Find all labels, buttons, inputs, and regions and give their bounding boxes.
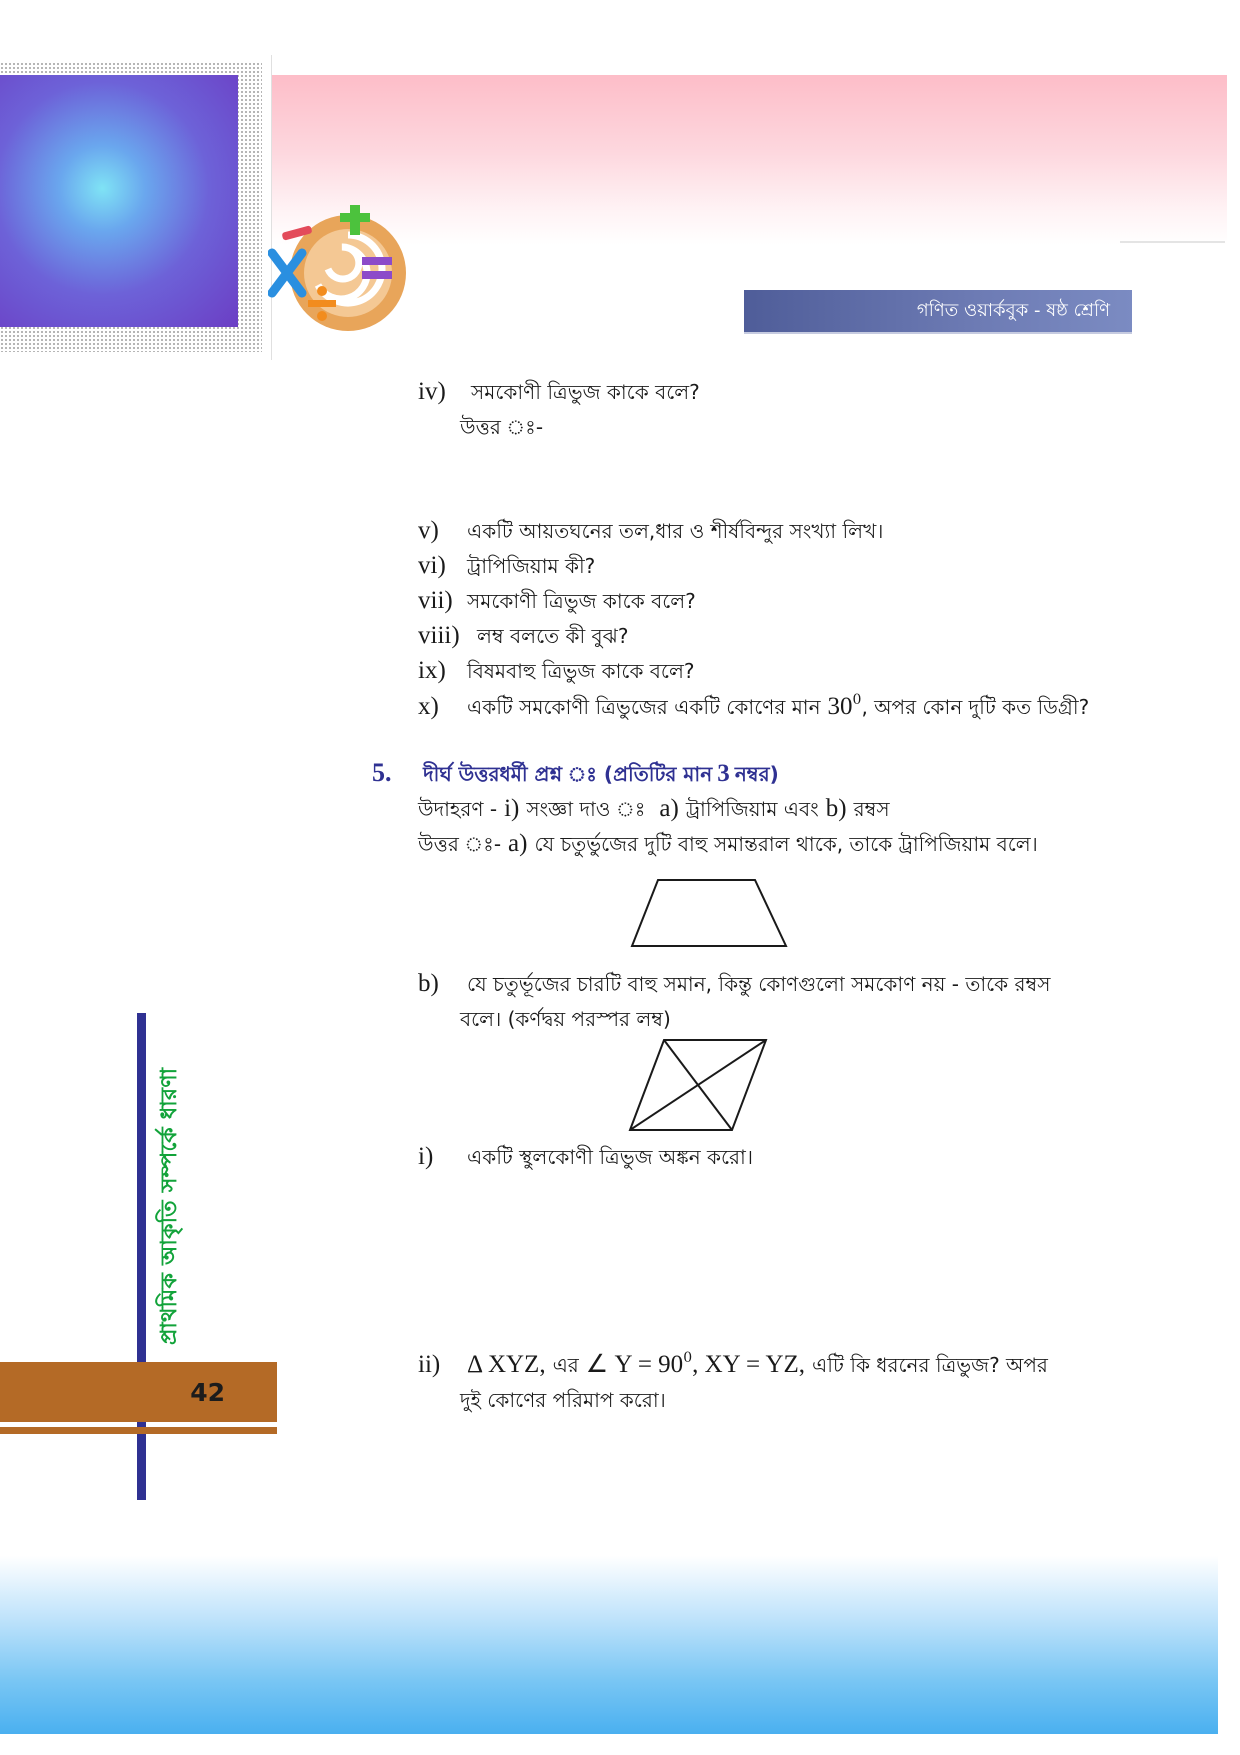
question-text: ট্রাপিজিয়াম কী? bbox=[467, 554, 596, 578]
question-text: একটি আয়তঘনের তল,ধার ও শীর্ষবিন্দুর সংখ্যা লিখ। bbox=[467, 519, 884, 543]
section-marks: 3 bbox=[717, 760, 730, 787]
question-number: iv) bbox=[418, 378, 446, 405]
example-a-text: ট্রাপিজিয়াম এবং bbox=[685, 797, 819, 821]
task-ii-line2 bbox=[460, 1385, 666, 1416]
question-text: বিষমবাহু ত্রিভুজ কাকে বলে? bbox=[467, 659, 695, 683]
b-text-line1: যে চতুর্ভূজের চারটি বাহু সমান, কিন্তু কোণগুলো সমকোণ নয় - তাকে রম্বস bbox=[467, 972, 1051, 996]
angle-value: 30 bbox=[827, 693, 853, 720]
purple-gradient-square bbox=[0, 75, 238, 327]
task-i-number: i) bbox=[418, 1143, 434, 1170]
answer-a-line bbox=[418, 829, 1038, 860]
question-x bbox=[418, 692, 1089, 723]
section-5-title bbox=[372, 758, 779, 793]
question-iv bbox=[418, 377, 700, 408]
question-text: লম্ব বলতে কী বুঝ? bbox=[477, 624, 629, 648]
question-number: vi) bbox=[418, 552, 446, 579]
degree-sup: 0 bbox=[683, 1350, 693, 1366]
answer-a: a) bbox=[508, 830, 528, 857]
question-number: viii) bbox=[418, 622, 460, 649]
question-text: একটি সমকোণী ত্রিভুজের একটি কোণের মান bbox=[467, 695, 821, 719]
question-number: ix) bbox=[418, 657, 446, 684]
chapter-title: প্রাথমিক আকৃতি সম্পর্কে ধারণা bbox=[157, 1067, 182, 1345]
side-equality: , XY = YZ, bbox=[692, 1351, 806, 1378]
question-text-end: , অপর কোন দুটি কত ডিগ্রী? bbox=[861, 695, 1090, 719]
section-number: 5. bbox=[372, 758, 392, 787]
trapezium-figure bbox=[628, 878, 790, 950]
page-number: 42 bbox=[190, 1377, 225, 1407]
example-i: i) bbox=[504, 795, 520, 822]
angle-expression: ∠ Y = 90 bbox=[585, 1351, 684, 1378]
question-vii bbox=[418, 586, 696, 617]
task-ii-line1 bbox=[418, 1350, 1048, 1381]
question-v bbox=[418, 516, 883, 547]
question-vi bbox=[418, 551, 595, 582]
task-ii-text-line2: দুই কোণের পরিমাপ করো। bbox=[460, 1388, 666, 1412]
page-number-band bbox=[0, 1362, 277, 1422]
triangle-name: Δ XYZ, bbox=[467, 1351, 546, 1378]
define-text: সংজ্ঞা দাও ঃ bbox=[526, 797, 646, 821]
book-title: গণিত ওয়ার্কবুক - ষষ্ঠ শ্রেণি bbox=[916, 299, 1110, 321]
task-ii-number: ii) bbox=[418, 1351, 441, 1378]
answer-label bbox=[460, 412, 543, 443]
question-ix bbox=[418, 656, 694, 687]
task-ii-text: এটি কি ধরনের ত্রিভুজ? অপর bbox=[812, 1353, 1048, 1377]
math-operators-logo-icon bbox=[268, 205, 418, 335]
example-b-text: রম্বস bbox=[853, 797, 890, 821]
question-number: v) bbox=[418, 517, 439, 544]
book-title-bar bbox=[744, 290, 1132, 332]
section-title-end: নম্বর) bbox=[734, 762, 779, 786]
er-text: এর bbox=[552, 1353, 579, 1377]
task-i-text: একটি স্থুলকোণী ত্রিভুজ অঙ্কন করো। bbox=[467, 1145, 754, 1169]
question-viii bbox=[418, 621, 628, 652]
example-line bbox=[418, 794, 890, 825]
answer-label: উত্তর ঃ- bbox=[418, 832, 502, 856]
answer-label-text: উত্তর ঃ- bbox=[460, 415, 544, 439]
b-number: b) bbox=[418, 970, 439, 997]
question-number: x) bbox=[418, 693, 439, 720]
answer-text: যে চতুর্ভুজের দুটি বাহু সমান্তরাল থাকে, তাকে ট্রাপিজিয়াম বলে। bbox=[534, 832, 1038, 856]
example-label: উদাহরণ - bbox=[418, 797, 498, 821]
b-definition-line1 bbox=[418, 969, 1051, 1000]
example-a: a) bbox=[659, 795, 679, 822]
question-text: সমকোণী ত্রিভুজ কাকে বলে? bbox=[471, 380, 700, 404]
rhombus-figure bbox=[628, 1038, 770, 1132]
header-thin-line bbox=[1120, 241, 1225, 243]
question-number: vii) bbox=[418, 587, 453, 614]
b-definition-line2 bbox=[460, 1004, 671, 1035]
section-title-text: দীর্ঘ উত্তরধর্মী প্রশ্ন ঃ (প্রতিটির মান bbox=[423, 762, 713, 786]
degree-sup: 0 bbox=[852, 692, 862, 708]
bottom-blue-gradient bbox=[0, 1556, 1218, 1734]
page-number-underline bbox=[0, 1427, 277, 1434]
b-text-line2: বলে। (কর্ণদ্বয় পরস্পর লম্ব) bbox=[460, 1007, 671, 1031]
task-i bbox=[418, 1142, 753, 1173]
example-b: b) bbox=[825, 795, 847, 822]
question-text: সমকোণী ত্রিভুজ কাকে বলে? bbox=[467, 589, 696, 613]
